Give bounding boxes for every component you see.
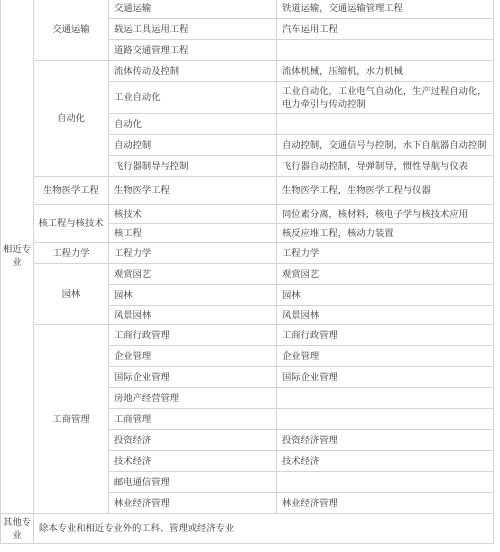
table-row <box>1 514 494 544</box>
category-cell: 其他专业 <box>1 514 34 544</box>
related-major-cell <box>277 114 494 135</box>
major-cell: 林业经济管理 <box>109 493 277 514</box>
related-major-cell: 技术经济 <box>277 451 494 472</box>
related-major-cell: 企业管理 <box>277 346 494 367</box>
major-cell: 生物医学工程 <box>109 177 277 205</box>
major-cell: 载运工具运用工程 <box>109 19 277 40</box>
table-body <box>1 0 494 544</box>
major-cell: 核技术 <box>109 205 277 224</box>
related-major-cell: 流体机械，压缩机，水力机械 <box>277 61 494 82</box>
section-name-cell: 工程力学 <box>34 243 109 264</box>
related-major-cell: 飞行器自动控制，导弹制导，惯性导航与仪表 <box>277 156 494 177</box>
related-major-cell: 核反应堆工程，核动力装置 <box>277 224 494 243</box>
related-major-cell: 园林 <box>277 285 494 306</box>
major-cell: 技术经济 <box>109 451 277 472</box>
major-cell: 风景园林 <box>109 306 277 325</box>
related-major-cell: 工业自动化，工业电气自动化，生产过程自动化，电力牵引与传动控制 <box>277 82 494 114</box>
related-major-cell: 铁道运输，交通运输管理工程 <box>277 0 494 19</box>
major-cell: 园林 <box>109 285 277 306</box>
major-cell: 企业管理 <box>109 346 277 367</box>
table-row <box>1 205 494 224</box>
related-major-cell: 国际企业管理 <box>277 367 494 388</box>
major-cell: 国际企业管理 <box>109 367 277 388</box>
related-major-cell <box>277 40 494 61</box>
major-cell: 自动化 <box>109 114 277 135</box>
related-major-cell: 工商行政管理 <box>277 325 494 346</box>
section-name-cell: 工商管理 <box>34 325 109 514</box>
major-cell: 观赏园艺 <box>109 264 277 285</box>
related-major-cell: 风景园林 <box>277 306 494 325</box>
category-cell: 相近专业 <box>1 0 34 514</box>
related-major-cell: 同位素分离，核材料，核电子学与核技术应用 <box>277 205 494 224</box>
related-major-cell: 投资经济管理 <box>277 430 494 451</box>
major-cell: 流体传动及控制 <box>109 61 277 82</box>
table-row <box>1 264 494 285</box>
major-cell: 工商行政管理 <box>109 325 277 346</box>
section-name-cell: 园林 <box>34 264 109 325</box>
table-row <box>1 243 494 264</box>
major-cell: 飞行器制导与控制 <box>109 156 277 177</box>
table-row <box>1 61 494 82</box>
related-major-cell: 林业经济管理 <box>277 493 494 514</box>
major-cell: 道路交通管理工程 <box>109 40 277 61</box>
related-major-cell <box>277 388 494 409</box>
related-major-cell: 工程力学 <box>277 243 494 264</box>
section-name-cell: 核工程与核技术 <box>34 205 109 243</box>
table-row <box>1 177 494 205</box>
major-cell: 自动控制 <box>109 135 277 156</box>
related-major-cell: 自动控制，交通信号与控制，水下自航器自动控制 <box>277 135 494 156</box>
table-row <box>1 325 494 346</box>
related-major-cell: 汽车运用工程 <box>277 19 494 40</box>
major-cell: 投资经济 <box>109 430 277 451</box>
related-major-cell: 观赏园艺 <box>277 264 494 285</box>
section-name-cell: 生物医学工程 <box>34 177 109 205</box>
major-cell: 交通运输 <box>109 0 277 19</box>
major-cell: 除本专业和相近专业外的工科、管理或经济专业 <box>34 514 494 544</box>
major-cell: 工商管理 <box>109 409 277 430</box>
related-major-cell <box>277 472 494 493</box>
major-cell: 邮电通信管理 <box>109 472 277 493</box>
related-major-cell: 生物医学工程，生物医学工程与仪器 <box>277 177 494 205</box>
major-cell: 工业自动化 <box>109 82 277 114</box>
major-cell: 房地产经营管理 <box>109 388 277 409</box>
table-row <box>1 0 494 19</box>
major-cell: 核工程 <box>109 224 277 243</box>
related-major-cell <box>277 409 494 430</box>
section-name-cell: 自动化 <box>34 61 109 177</box>
section-name-cell: 交通运输 <box>34 0 109 61</box>
major-cell: 工程力学 <box>109 243 277 264</box>
